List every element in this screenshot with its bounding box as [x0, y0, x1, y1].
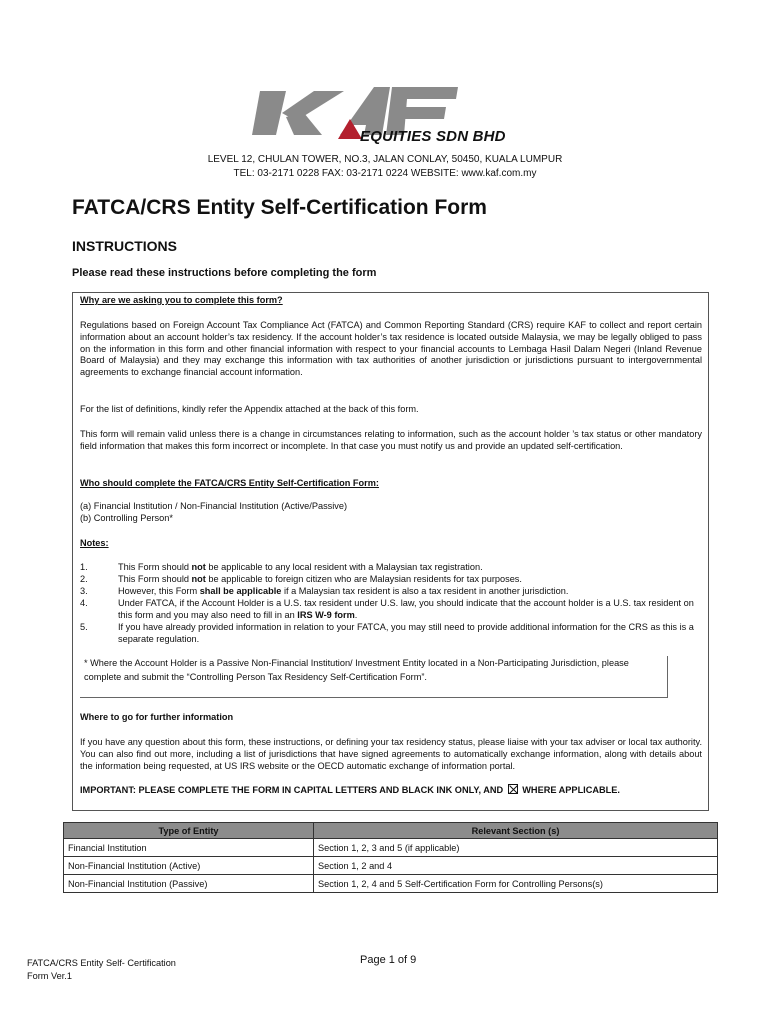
note-emphasis: shall be applicable [199, 586, 282, 596]
who-item: (b) Controlling Person* [80, 513, 173, 523]
why-paragraph: Regulations based on Foreign Account Tax Compliance Act (FATCA) and Common Reporting Standard (CRS) require KAF to collect and report certain information about an account holder’s tax residency. If the account holder’s tax residence is located outside Malaysia, we may be legally obliged to pass on the information in this form and other financial information with respect to your financial accounts to Lembaga Hasil Dalam Negeri (Inland Revenue Board of Malaysia) and they may exchange this information with tax authorities of another jurisdiction or jurisdictions pursuant to intergovernmental agreements to exchange financial account information. [80, 320, 702, 378]
footer-line: FATCA/CRS Entity Self- Certification [27, 958, 176, 968]
note-item [80, 621, 702, 645]
important-notice-text: IMPORTANT: PLEASE COMPLETE THE FORM IN CAPITAL LETTERS AND BLACK INK ONLY, AND [80, 785, 504, 795]
table-cell: Financial Institution [64, 839, 314, 857]
controlling-person-footnote: * Where the Account Holder is a Passive Non-Financial Institution/ Investment Entity located in a Non-Participating Jurisdiction, please complete and submit the “Controlling Person Tax Residency Self-Certification Form”. [80, 656, 668, 698]
further-info-heading: Where to go for further information [80, 712, 234, 722]
table-cell: Section 1, 2 and 4 [314, 857, 718, 875]
note-number: 2. [80, 574, 88, 584]
company-name: EQUITIES SDN BHD [360, 128, 506, 145]
note-text: be applicable to any local resident with a Malaysian tax registration. [205, 562, 483, 572]
table-cell: Section 1, 2, 3 and 5 (if applicable) [314, 839, 718, 857]
column-header: Type of Entity [64, 823, 314, 839]
note-text: be applicable to foreign citizen who are Malaysian residents for tax purposes. [205, 574, 522, 584]
address-line: LEVEL 12, CHULAN TOWER, NO.3, JALAN CONLAY, 50450, KUALA LUMPUR [207, 154, 563, 165]
table-cell: Section 1, 2, 4 and 5 Self-Certification Form for Controlling Persons(s) [314, 875, 718, 893]
important-notice [80, 784, 702, 797]
why-heading: Why are we asking you to complete this form? [80, 295, 283, 305]
note-number: 4. [80, 598, 88, 608]
notes-list [80, 561, 702, 645]
note-emphasis: not [191, 574, 206, 584]
table-cell: Non-Financial Institution (Passive) [64, 875, 314, 893]
note-text: Under FATCA, if the Account Holder is a U.S. tax resident under U.S. law, you should indicate that the account holder is a U.S. tax resident on this form and you may also need to fill in an [118, 598, 694, 620]
notes-heading: Notes: [80, 538, 109, 548]
note-text: . [354, 610, 358, 620]
footer-form-name [27, 957, 176, 983]
note-item [80, 573, 702, 585]
table-row [64, 839, 718, 857]
form-title: FATCA/CRS Entity Self-Certification Form [72, 196, 487, 219]
who-heading: Who should complete the FATCA/CRS Entity Self-Certification Form: [80, 478, 379, 488]
table-header-row [64, 823, 718, 839]
note-text: if a Malaysian tax resident is also a tax resident in another jurisdiction. [281, 586, 569, 596]
who-item: (a) Financial Institution / Non-Financial Institution (Active/Passive) [80, 501, 348, 511]
further-info-paragraph: If you have any question about this form, these instructions, or defining your tax residency status, please liaise with your tax adviser or local tax authority. You can also find out more, including a list of jurisdictions that have signed agreements to automatically exchange information, along with details about the information being requested, at US IRS website or the OECD automatic exchange of information portal. [80, 737, 702, 771]
note-number: 1. [80, 562, 88, 572]
note-item [80, 585, 702, 597]
footer-line: Form Ver.1 [27, 971, 72, 981]
contact-line: TEL: 03-2171 0228 FAX: 03-2171 0224 WEBSITE: www.kaf.com.my [233, 168, 537, 179]
note-item [80, 561, 702, 573]
page-number: Page 1 of 9 [360, 954, 417, 966]
table-cell: Non-Financial Institution (Active) [64, 857, 314, 875]
entity-sections-table [63, 822, 718, 893]
column-header: Relevant Section (s) [314, 823, 718, 839]
note-emphasis: not [191, 562, 206, 572]
definitions-paragraph: For the list of definitions, kindly refer the Appendix attached at the back of this form. [80, 404, 419, 414]
instructions-heading: INSTRUCTIONS [72, 238, 177, 254]
validity-paragraph: This form will remain valid unless there is a change in circumstances relating to information, such as the account holder ’s tax status or other mandatory field information that makes this form incorrect or incomplete. In that case you must notify us and provide an updated self-certification. [80, 429, 702, 451]
note-number: 3. [80, 586, 88, 596]
important-notice-text: WHERE APPLICABLE. [522, 785, 620, 795]
note-number: 5. [80, 622, 88, 632]
checked-box-icon [508, 784, 518, 794]
table-row [64, 857, 718, 875]
note-text: This Form should [118, 562, 192, 572]
note-text: This Form should [118, 574, 192, 584]
table-row [64, 875, 718, 893]
note-text: If you have already provided information in relation to your FATCA, you may still need to provide additional information for the CRS as this is a separate regulation. [118, 622, 694, 644]
note-item [80, 597, 702, 621]
instructions-subheading: Please read these instructions before completing the form [72, 267, 377, 279]
note-emphasis: IRS W-9 form [297, 610, 355, 620]
note-text: However, this Form [118, 586, 200, 596]
